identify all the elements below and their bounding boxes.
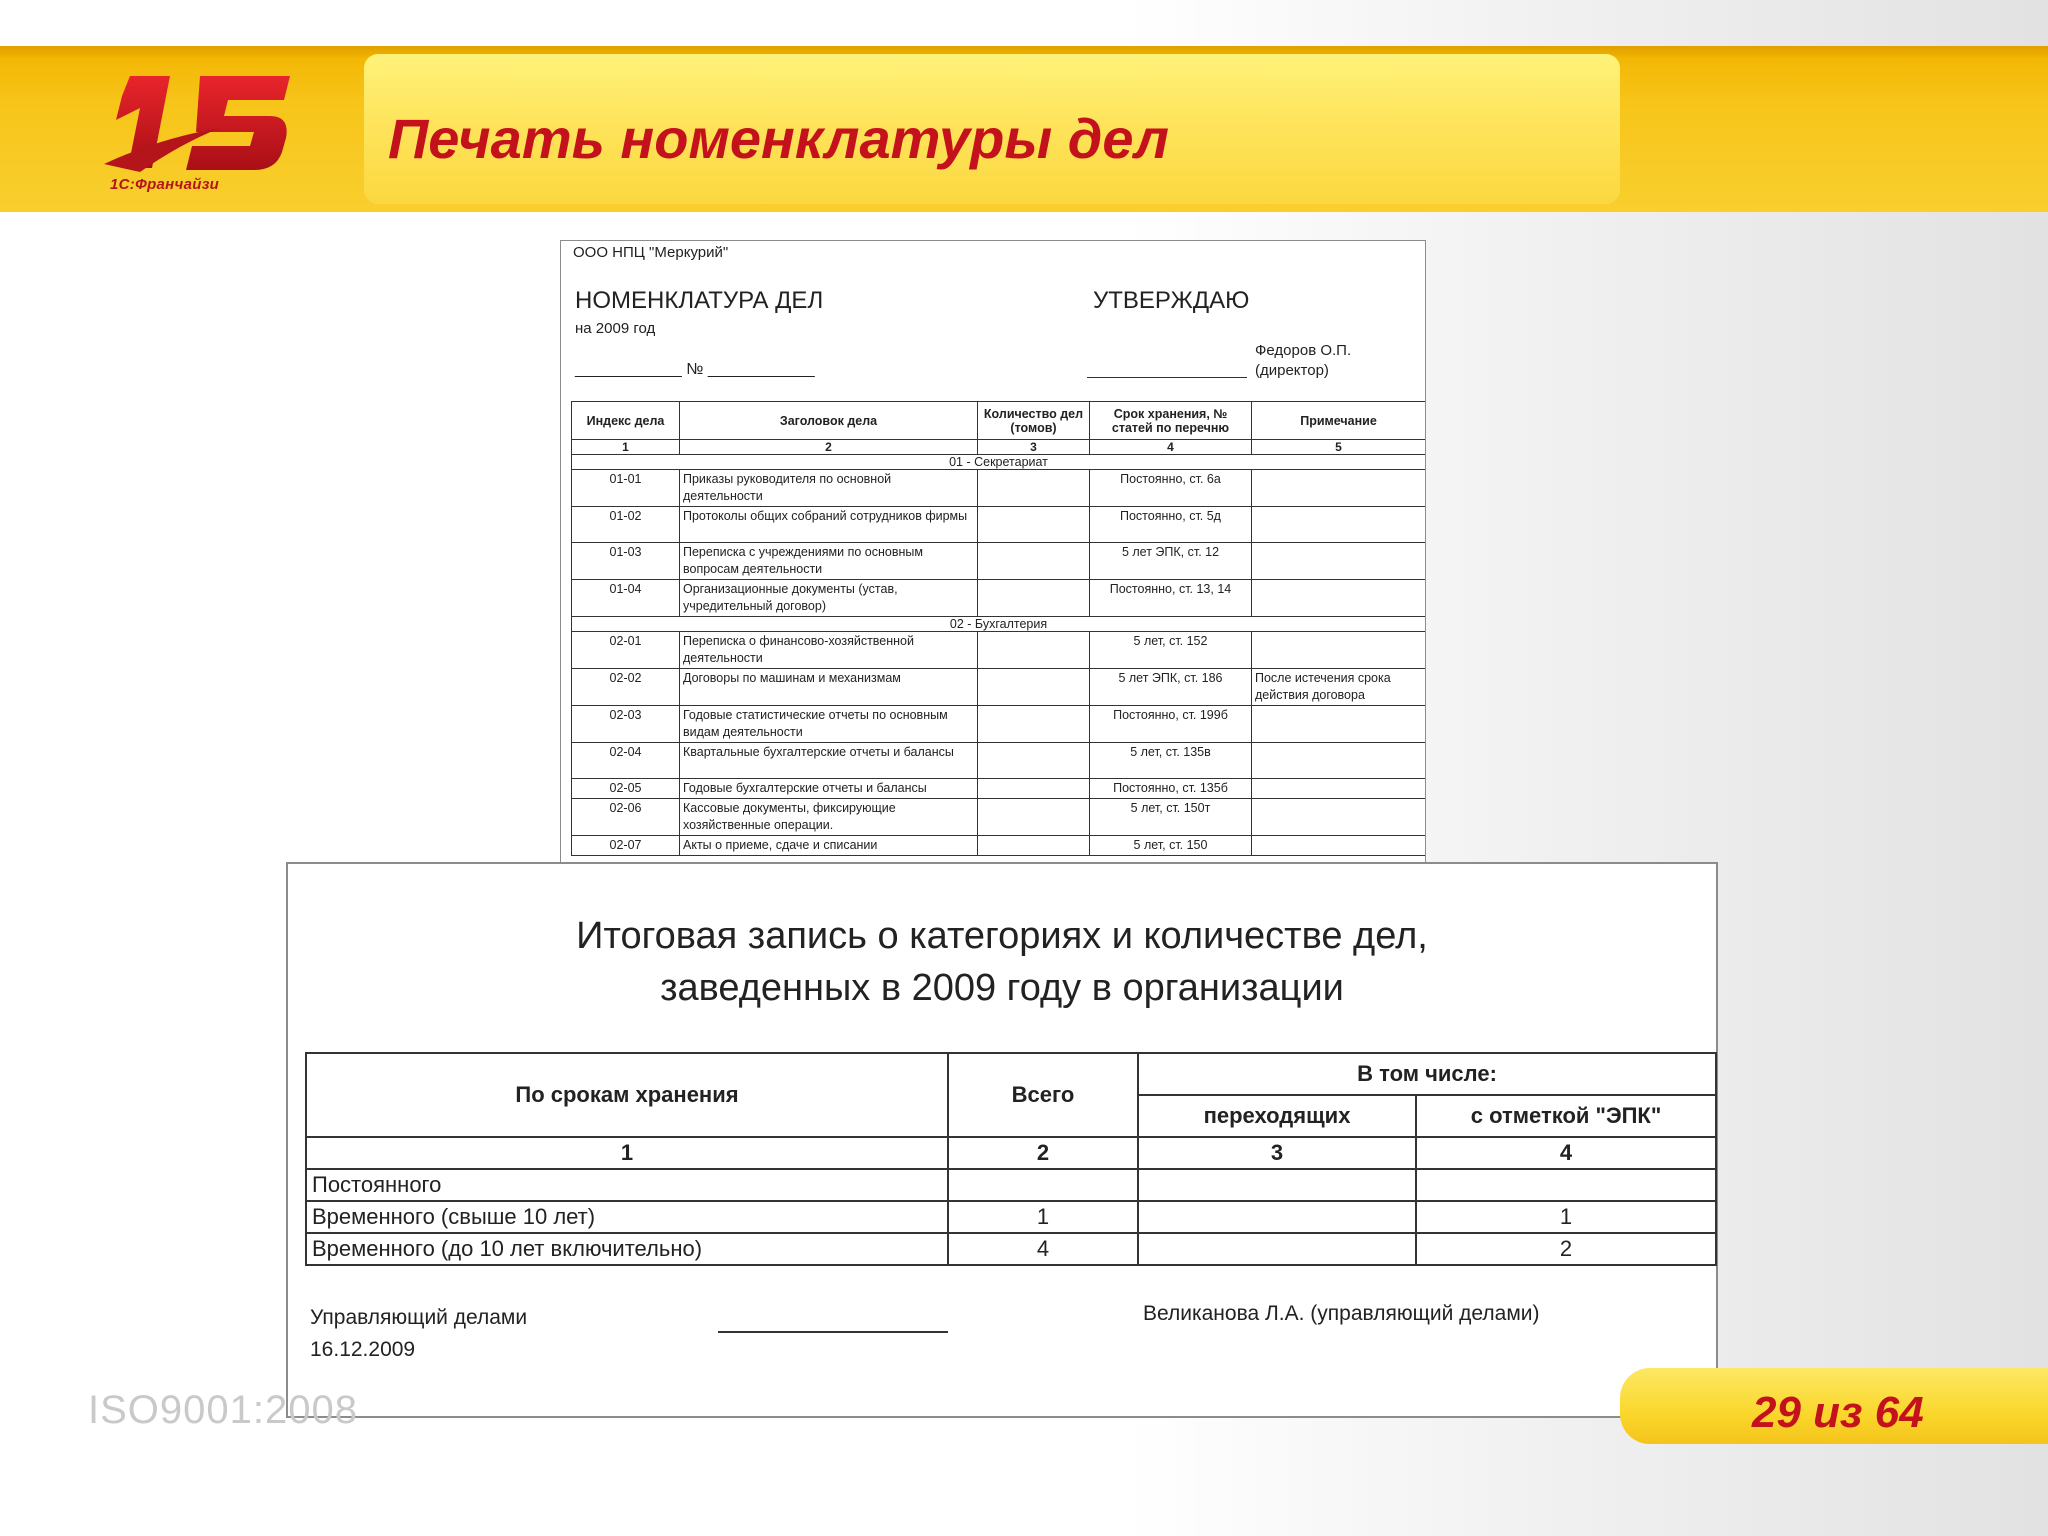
cell-term: Постоянно, ст. 6а [1090,470,1252,507]
cell-index: 01-04 [572,580,680,617]
row-epk: 2 [1416,1233,1716,1265]
cell-index: 02-06 [572,799,680,836]
logo-caption: 1С:Франчайзи [110,176,220,193]
table-row [572,507,1426,543]
sig-name: Великанова Л.А. (управляющий делами) [1143,1302,1540,1325]
cell-note [1252,507,1426,543]
section-heading: 02 - Бухгалтерия [572,617,1426,632]
summary-title [288,910,1716,1014]
row-label: Временного (свыше 10 лет) [306,1201,948,1233]
approve-heading: УТВЕРЖДАЮ [1093,287,1250,314]
cell-note: После истечения срока действия договора [1252,669,1426,706]
header-transit: переходящих [1138,1095,1416,1137]
cell-title: Годовые бухгалтерские отчеты и балансы [680,779,978,799]
index-cell: 4 [1416,1137,1716,1169]
index-cell: 2 [948,1137,1138,1169]
index-cell: 3 [1138,1137,1416,1169]
row-total: 1 [948,1201,1138,1233]
row-label: Постоянного [306,1169,948,1201]
cell-title: Переписка о финансово-хозяйственной деятельности [680,632,978,669]
signature-block [310,1302,527,1366]
sig-date: 16.12.2009 [310,1338,416,1361]
col-number: 4 [1090,440,1252,455]
cell-count [978,507,1090,543]
slide-title: Печать номенклатуры дел [388,107,1170,170]
table-row [572,543,1426,580]
row-epk [1416,1169,1716,1201]
cell-term: 5 лет, ст. 135в [1090,743,1252,779]
cell-count [978,799,1090,836]
signer-block [1255,341,1351,381]
cell-note [1252,799,1426,836]
table-row [572,836,1426,856]
cell-note [1252,470,1426,507]
cell-index: 01-03 [572,543,680,580]
cell-index: 02-07 [572,836,680,856]
col-number: 2 [680,440,978,455]
nomenclature-document [560,240,1426,872]
col-header: Количество дел (томов) [978,402,1090,440]
cell-term: 5 лет, ст. 152 [1090,632,1252,669]
cell-title: Переписка с учреждениями по основным вопросам деятельности [680,543,978,580]
cell-term: 5 лет ЭПК, ст. 186 [1090,669,1252,706]
row-transit [1138,1169,1416,1201]
row-transit [1138,1233,1416,1265]
table-row [572,743,1426,779]
index-cell: 1 [306,1137,948,1169]
cell-count [978,669,1090,706]
cell-term: 5 лет, ст. 150 [1090,836,1252,856]
col-header: Заголовок дела [680,402,978,440]
cell-index: 01-01 [572,470,680,507]
cell-note [1252,580,1426,617]
header-terms: По срокам хранения [306,1053,948,1137]
table-row [572,669,1426,706]
cell-term: Постоянно, ст. 199б [1090,706,1252,743]
cell-term: 5 лет ЭПК, ст. 12 [1090,543,1252,580]
cell-term: Постоянно, ст. 13, 14 [1090,580,1252,617]
signature-line [718,1331,948,1333]
doc-number-line: ____________ № ____________ [575,361,815,378]
header-total: Всего [948,1053,1138,1137]
table-row [306,1201,1716,1233]
cell-count [978,743,1090,779]
col-header: Срок хранения, № статей по перечню [1090,402,1252,440]
col-header: Примечание [1252,402,1426,440]
cell-title: Кассовые документы, фиксирующие хозяйственные операции. [680,799,978,836]
section-heading: 01 - Секретариат [572,455,1426,470]
iso-watermark: ISO9001:2008 [88,1388,358,1432]
cell-count [978,470,1090,507]
signer-name: Федоров О.П. [1255,342,1352,359]
cell-index: 02-02 [572,669,680,706]
table-row [572,632,1426,669]
doc-heading: НОМЕНКЛАТУРА ДЕЛ [575,287,824,314]
signature-line [1087,377,1247,378]
table-row [572,779,1426,799]
row-transit [1138,1201,1416,1233]
cell-count [978,580,1090,617]
cell-note [1252,632,1426,669]
summary-table [305,1052,1717,1266]
summary-document [286,862,1718,1418]
cell-title: Организационные документы (устав, учредительный договор) [680,580,978,617]
index-row [306,1137,1716,1169]
cell-count [978,836,1090,856]
logo-1c-icon [100,68,300,178]
row-epk: 1 [1416,1201,1716,1233]
cell-count [978,632,1090,669]
doc-year: на 2009 год [575,320,656,337]
header-epk: с отметкой "ЭПК" [1416,1095,1716,1137]
cell-note [1252,779,1426,799]
cell-index: 02-03 [572,706,680,743]
cell-index: 02-05 [572,779,680,799]
row-label: Временного (до 10 лет включительно) [306,1233,948,1265]
cell-note [1252,543,1426,580]
cell-count [978,543,1090,580]
cell-title: Приказы руководителя по основной деятельности [680,470,978,507]
signer-role: (директор) [1255,362,1329,379]
cell-title: Квартальные бухгалтерские отчеты и балансы [680,743,978,779]
cell-note [1252,743,1426,779]
table-row [572,799,1426,836]
cell-count [978,779,1090,799]
table-row [572,470,1426,507]
cell-title: Акты о приеме, сдаче и списании [680,836,978,856]
table-row [572,706,1426,743]
summary-title-line1: Итоговая запись о категориях и количестве дел, [576,915,1428,957]
col-header: Индекс дела [572,402,680,440]
cell-count [978,706,1090,743]
cell-term: Постоянно, ст. 135б [1090,779,1252,799]
cell-title: Годовые статистические отчеты по основным видам деятельности [680,706,978,743]
col-number: 1 [572,440,680,455]
cell-term: 5 лет, ст. 150т [1090,799,1252,836]
cell-title: Протоколы общих собраний сотрудников фирмы [680,507,978,543]
row-total [948,1169,1138,1201]
cell-index: 01-02 [572,507,680,543]
cell-index: 02-01 [572,632,680,669]
sig-role: Управляющий делами [310,1306,528,1329]
page-indicator: 29 из 64 [1752,1388,1924,1437]
col-number: 5 [1252,440,1426,455]
cell-term: Постоянно, ст. 5д [1090,507,1252,543]
nomenclature-table [571,401,1426,856]
row-total: 4 [948,1233,1138,1265]
cell-note [1252,706,1426,743]
table-row [306,1169,1716,1201]
table-row [306,1233,1716,1265]
cell-title: Договоры по машинам и механизмам [680,669,978,706]
header-including: В том числе: [1138,1053,1716,1095]
col-number: 3 [978,440,1090,455]
table-row [572,580,1426,617]
cell-note [1252,836,1426,856]
column-number-row [572,440,1426,455]
cell-index: 02-04 [572,743,680,779]
org-name: ООО НПЦ "Меркурий" [573,244,729,261]
summary-title-line2: заведенных в 2009 году в организации [660,967,1344,1009]
